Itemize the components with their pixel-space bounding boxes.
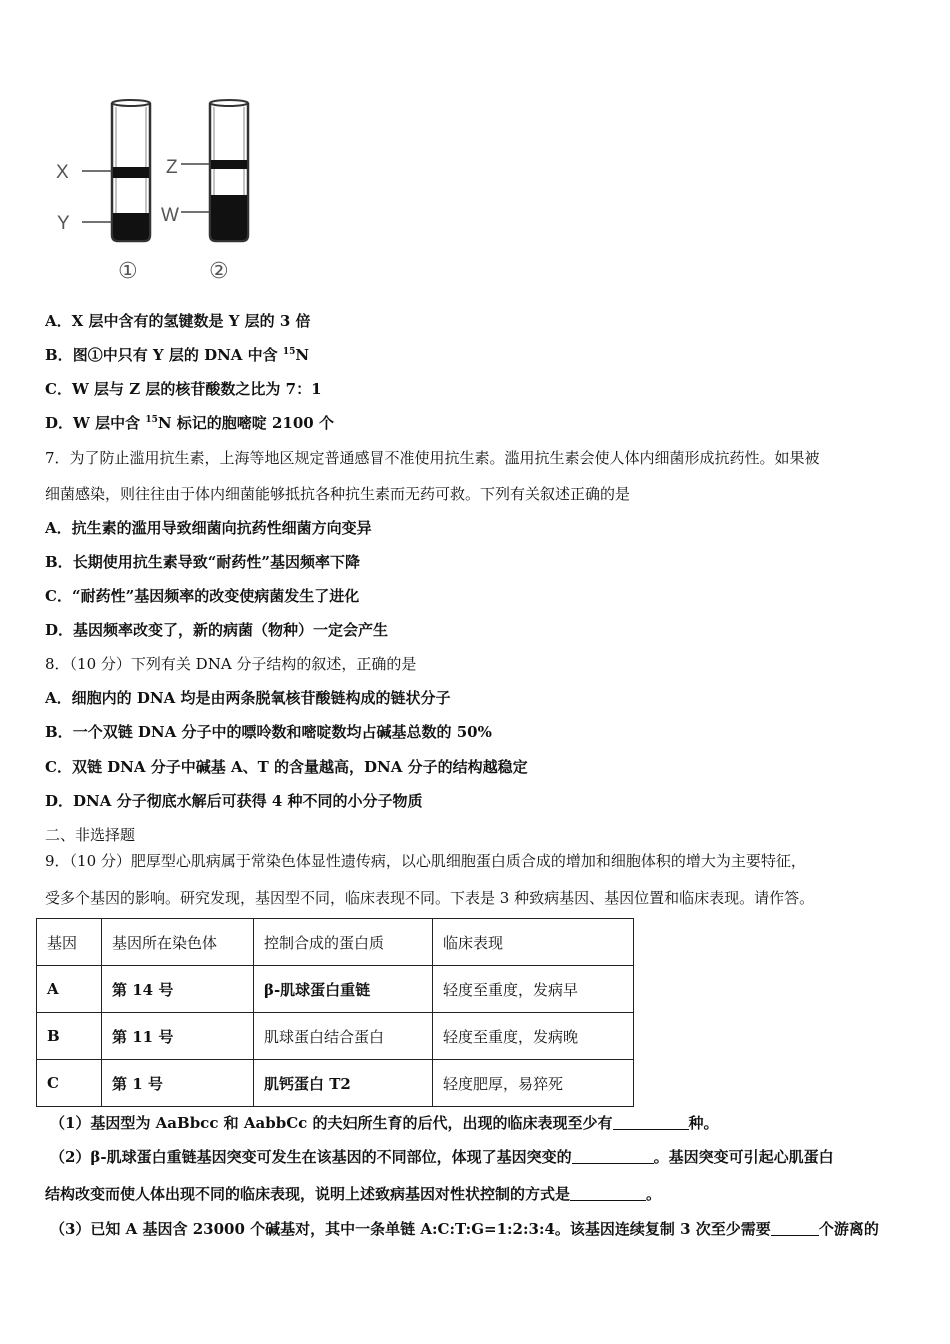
tube-2 xyxy=(210,100,248,241)
q7-option-c: C．“耐药性”基因频率的改变使病菌发生了进化 xyxy=(45,587,360,605)
table-cell: 第 1 号 xyxy=(102,1060,254,1107)
table-cell: 轻度至重度，发病晚 xyxy=(433,1013,634,1060)
q7-option-a: A．抗生素的滥用导致细菌向抗药性细菌方向变异 xyxy=(45,519,372,537)
table-header-cell: 基因 xyxy=(37,919,102,966)
label-tube-1: ① xyxy=(118,259,138,284)
q6-option-a: A．X 层中含有的氢键数是 Y 层的 3 倍 xyxy=(45,312,311,330)
table-header-cell: 基因所在染色体 xyxy=(102,919,254,966)
q7-option-b: B．长期使用抗生素导致“耐药性”基因频率下降 xyxy=(45,553,360,571)
section-title: 二、非选择题 xyxy=(45,826,136,844)
answer-blank[interactable] xyxy=(613,1114,689,1130)
centrifuge-tubes-figure xyxy=(48,95,268,290)
q9-stem-line2: 受多个基因的影响。研究发现，基因型不同，临床表现不同。下表是 3 种致病基因、基因位置和临床表现。请作答。 xyxy=(45,889,815,907)
label-y: Y xyxy=(57,213,70,234)
answer-blank[interactable] xyxy=(570,1185,646,1201)
q6-option-c: C．W 层与 Z 层的核苷酸数之比为 7：1 xyxy=(45,380,322,398)
table-cell: 第 14 号 xyxy=(102,966,254,1013)
q9-sub1: （1）基因型为 AaBbcc 和 AabbCc 的夫妇所生育的后代，出现的临床表现至少有 种。 xyxy=(50,1114,719,1132)
q8-option-c: C．双链 DNA 分子中碱基 A、T 的含量越高，DNA 分子的结构越稳定 xyxy=(45,758,528,776)
tube2-band-w xyxy=(211,195,247,240)
table-row xyxy=(37,1013,634,1060)
table-row xyxy=(37,966,634,1013)
q9-sub2-line1: （2）β-肌球蛋白重链基因突变可发生在该基因的不同部位，体现了基因突变的 。基因突变可引起心肌蛋白 xyxy=(50,1148,834,1166)
tube-1 xyxy=(112,100,150,241)
label-z: Z xyxy=(166,157,178,178)
q9-sub2-line2: 结构改变而使人体出现不同的临床表现，说明上述致病基因对性状控制的方式是 。 xyxy=(45,1185,662,1203)
table-cell: B xyxy=(37,1013,102,1060)
label-tube-2: ② xyxy=(209,259,229,284)
q8-option-b: B．一个双链 DNA 分子中的嘌呤数和嘧啶数均占碱基总数的 50% xyxy=(45,723,492,741)
q8-stem: 8．（10 分）下列有关 DNA 分子结构的叙述，正确的是 xyxy=(45,655,417,673)
table-cell: 第 11 号 xyxy=(102,1013,254,1060)
gene-table xyxy=(36,918,634,1107)
table-cell: A xyxy=(37,966,102,1013)
table-cell: C xyxy=(37,1060,102,1107)
q8-option-d: D．DNA 分子彻底水解后可获得 4 种不同的小分子物质 xyxy=(45,792,423,810)
q6-option-d: D．W 层中含 $^{15}$N 标记的胞嘧啶 2100 个 xyxy=(45,414,334,432)
q9-stem-line1: 9．（10 分）肥厚型心肌病属于常染色体显性遗传病，以心肌细胞蛋白质合成的增加和细胞体积的增大为主要特征， xyxy=(45,852,806,870)
table-header-row xyxy=(37,919,634,966)
label-w: W xyxy=(161,205,179,226)
tube2-band-z xyxy=(211,160,247,169)
q9-sub3: （3）已知 A 基因含 23000 个碱基对，其中一条单链 A:C:T:G=1:2:3:4。该基因连续复制 3 次至少需要 个游离的 xyxy=(50,1220,879,1238)
table-cell: 轻度至重度，发病早 xyxy=(433,966,634,1013)
label-x: X xyxy=(56,162,69,183)
table-header-cell: 临床表现 xyxy=(433,919,634,966)
table-cell: 肌钙蛋白 T2 xyxy=(254,1060,433,1107)
tube1-band-x xyxy=(113,167,149,178)
table-header-cell: 控制合成的蛋白质 xyxy=(254,919,433,966)
q7-stem-line2: 细菌感染，则往往由于体内细菌能够抵抗各种抗生素而无药可救。下列有关叙述正确的是 xyxy=(45,485,631,503)
table-row xyxy=(37,1060,634,1107)
q8-option-a: A．细胞内的 DNA 均是由两条脱氧核苷酸链构成的链状分子 xyxy=(45,689,451,707)
q6-option-b: B．图①中只有 Y 层的 DNA 中含 $^{15}$N xyxy=(45,346,310,364)
table-cell: β-肌球蛋白重链 xyxy=(254,966,433,1013)
table-cell: 肌球蛋白结合蛋白 xyxy=(254,1013,433,1060)
answer-blank[interactable] xyxy=(572,1148,654,1164)
table-cell: 轻度肥厚，易猝死 xyxy=(433,1060,634,1107)
tube1-band-y xyxy=(113,213,149,240)
q7-stem-line1: 7．为了防止滥用抗生素，上海等地区规定普通感冒不准使用抗生素。滥用抗生素会使人体内细菌形成抗药性。如果被 xyxy=(45,449,820,467)
answer-blank[interactable] xyxy=(771,1220,819,1236)
q7-option-d: D．基因频率改变了，新的病菌（物种）一定会产生 xyxy=(45,621,389,639)
